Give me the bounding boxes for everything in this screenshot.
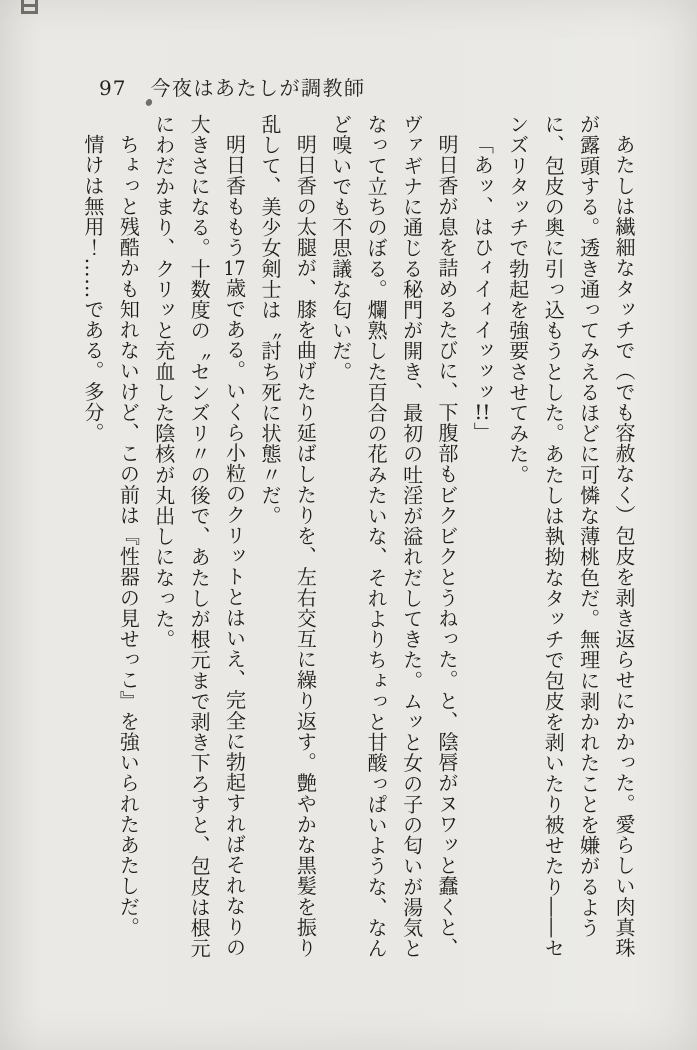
running-header bbox=[99, 72, 365, 101]
dialogue-close-quote: 」 bbox=[470, 421, 495, 443]
scan-artifact-top-left bbox=[21, 0, 38, 14]
paragraph-narration-2: 明日香が息を詰めるたびに、下腹部もビクビクとうねった。と、陰唇がヌワッと蠢くと、ヴァギナに通じる秘門が開き、最初の吐淫が溢れだしてきた。ムッと女の子の匂いが湯気となって立ちのぼる。爛熟した百合の花みたいな、それよりちょっと甘酸っぱいような、なんど嗅いでも不思議な匂いだ。 bbox=[328, 114, 459, 959]
paragraph-narration-3: 明日香の太腿が、膝を曲げたり延ばしたりを、左右交互に繰り返す。艶やかな黒髪を振り乱して、美少女剣士は〝討ち死に状態〃だ。 bbox=[257, 114, 318, 958]
narration-4-before-age: 明日香ももう bbox=[222, 134, 247, 258]
narration-4-age-number: 17 bbox=[223, 257, 246, 278]
page-number: 97 bbox=[99, 76, 127, 100]
paragraph-narration-6: 情けは無用！……である。多分。 bbox=[80, 134, 105, 443]
paragraph-narration-4 bbox=[145, 114, 251, 962]
dialogue-text: 「あッ、はひィイィイッッッ bbox=[470, 134, 495, 402]
narration-4-after-age: 歳である。いくら小粒のクリットとはいえ、完全に勃起すればそれなりの大きさになる。十数度の〝センズリ〃の後で、あたしが根元まで剥き下ろすと、包皮は根元にわだかまり、クリッと充血した陰核が丸出しになった。 bbox=[151, 114, 247, 959]
body-text bbox=[75, 114, 642, 962]
dialogue-exclamation: !! bbox=[474, 401, 491, 422]
running-title: 今夜はあたしが調教師 bbox=[150, 76, 366, 100]
paragraph-narration-1: あたしは繊細なタッチで（でも容赦なく）包皮を剥き返らせにかかった。愛らしい肉真珠が露頭する。透き通ってみえるほどに可憐な薄桃色だ。無理に剥かれたことを嫌がるように、包皮の奥に引っ込もうとした。あたしは執拗なタッチで包皮を剥いたり被せたり――センズリタッチで勃起を強要させてみた。 bbox=[505, 114, 636, 959]
paragraph-dialogue bbox=[464, 114, 499, 962]
paragraph-narration-5: ちょっと残酷かも知れないけど、この前は『性器の見せっこ』を強いられたあたしだ。 bbox=[116, 134, 141, 938]
